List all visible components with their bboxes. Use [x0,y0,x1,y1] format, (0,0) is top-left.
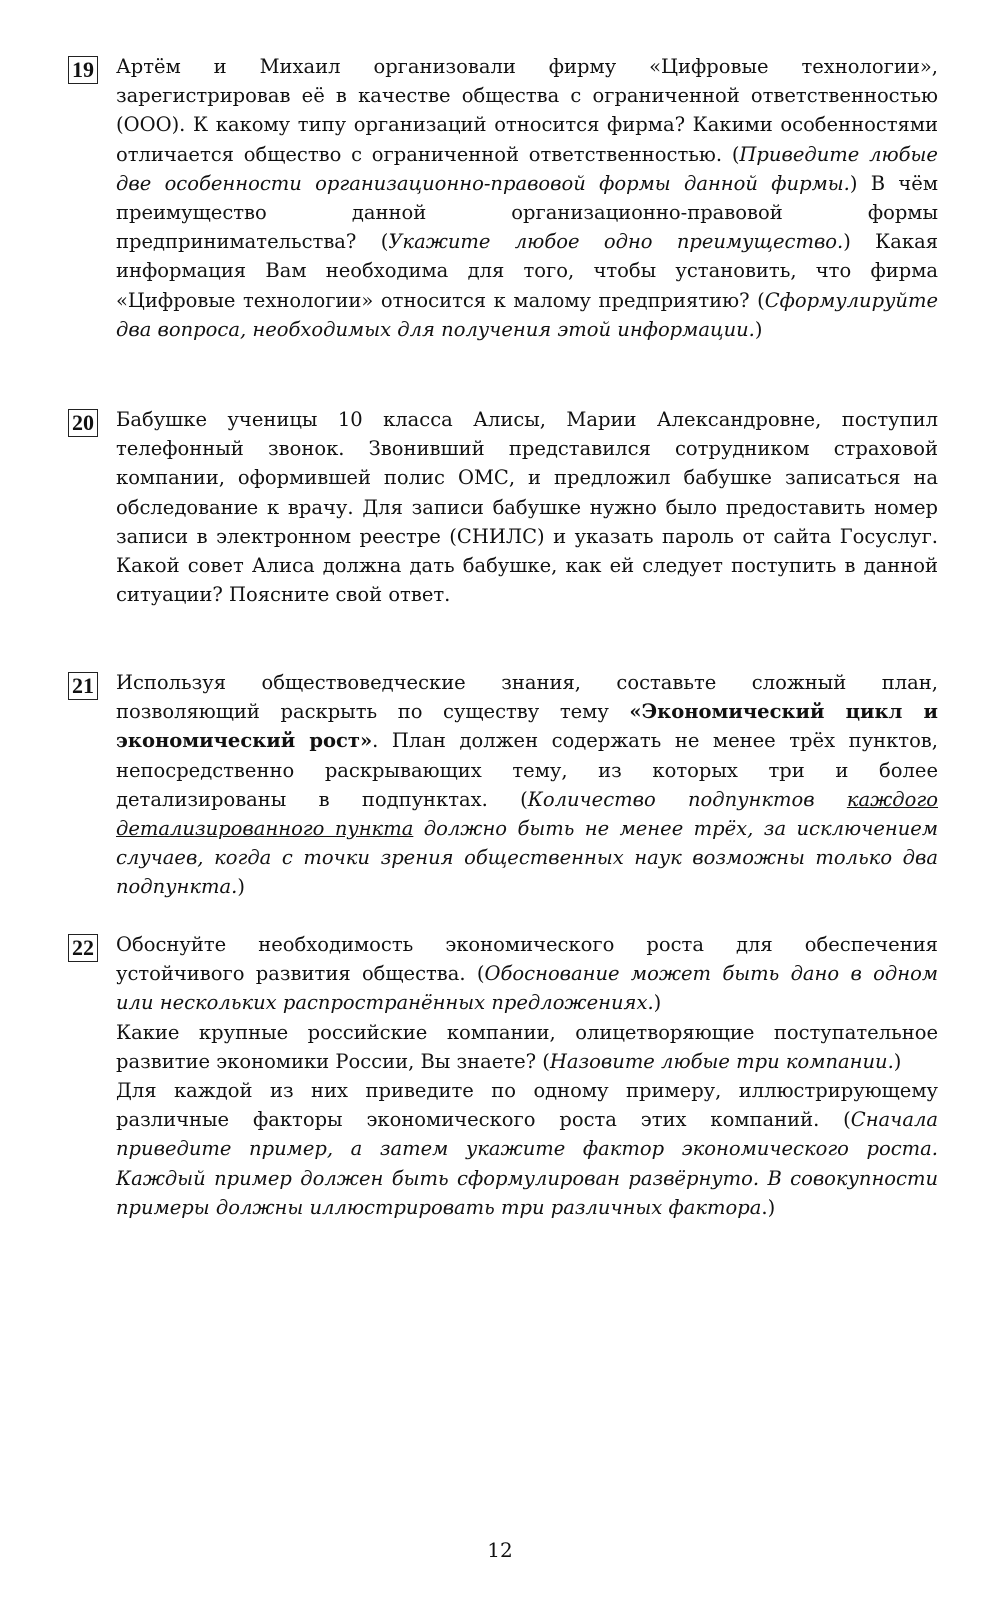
task-19 [68,52,938,344]
task-text: Используя обществоведческие знания, составьте сложный план, позволяющий раскрыть по существу тему «Экономический цикл и экономический рост». План должен содержать не менее трёх пунктов, непосредственно раскрывающих тему, из которых три и более детализированы в подпунктах. (Количество подпунктов каждого детализированного пункта должно быть не менее трёх, за исключением случаев, когда с точки зрения общественных наук возможны только два подпункта.) [116,671,938,899]
task-22 [68,930,938,1222]
task-text: Артём и Михаил организовали фирму «Цифровые технологии», зарегистрировав её в качестве общества с ограниченной ответственностью (ООО). К какому типу организаций относится фирма? Какими особенностями отличается общество с ограниченной ответственностью. (Приведите любые две особенности организационно-правовой формы данной фирмы.) В чём преимущество данной организационно-правовой формы предпринимательства? (Укажите любое одно преимущество.) Какая информация Вам необходима для того, чтобы установить, что фирма «Цифровые технологии» относится к малому предприятию? (Сформулируйте два вопроса, необходимых для получения этой информации.) [116,55,938,341]
task-20 [68,405,938,609]
task-number: 22 [68,934,98,962]
task-number: 19 [68,56,98,84]
task-text: Бабушке ученицы 10 класса Алисы, Марии Александровне, поступил телефонный звонок. Звонивший представился сотрудником страховой компании, оформившей полис ОМС, и предложил бабушке записаться на обследование к врачу. Для записи бабушке нужно было предоставить номер записи в электронном реестре (СНИЛС) и указать пароль от сайта Госуслуг. Какой совет Алиса должна дать бабушке, как ей следует поступить в данной ситуации? Поясните свой ответ. [116,408,938,607]
page-number: 12 [487,1538,513,1562]
task-text: Обоснуйте необходимость экономического роста для обеспечения устойчивого развития общества. (Обоснование может быть дано в одном или нескольких распространённых предложениях.) Какие крупные российские компании, олицетворяющие поступательное развитие экономики России, Вы знаете? (Назовите любые три компании.) Для каждой из них приведите по одному примеру, иллюстрирующему различные факторы экономического роста этих компаний. (Сначала приведите пример, а затем укажите фактор экономического роста. Каждый пример должен быть сформулирован развёрнуто. В совокупности примеры должны иллюстрировать три различных фактора.) [116,933,939,1219]
task-number: 20 [68,409,98,437]
task-21 [68,668,938,902]
task-number: 21 [68,672,98,700]
